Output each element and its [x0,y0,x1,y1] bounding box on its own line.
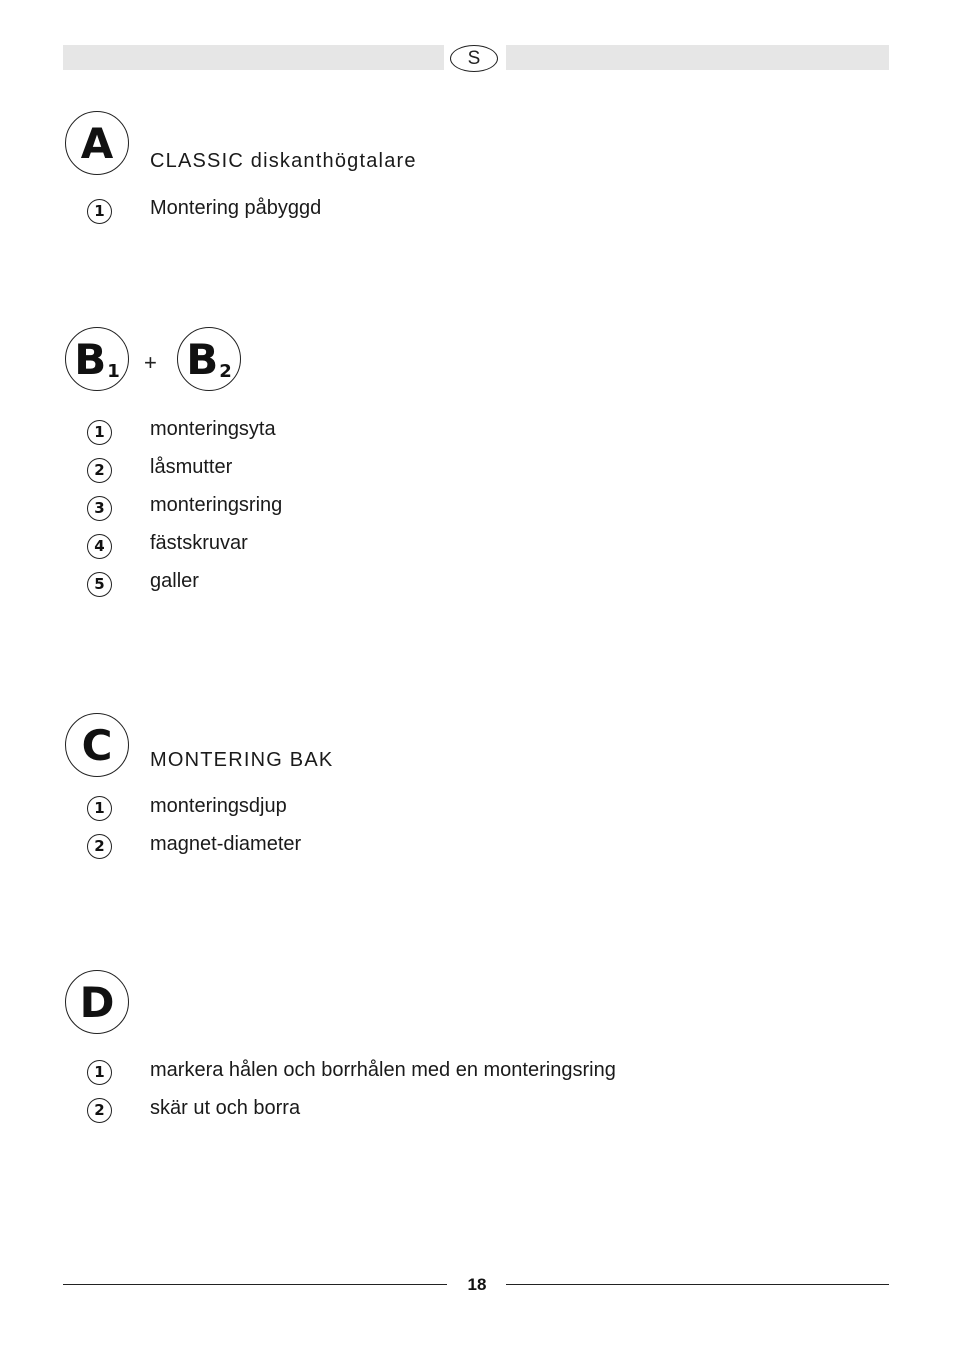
section-c-marker [65,713,129,777]
section-b2-letter: B [186,334,219,384]
section-a-item-1: Montering påbyggd [150,197,322,219]
footer-rule-left [63,1284,447,1285]
section-d-marker [65,970,129,1034]
section-d-letter: D [79,977,115,1027]
language-badge [444,42,506,75]
section-b1-letter: B [74,334,107,384]
section-c-item-1: monteringsdjup [150,795,287,817]
section-b1-subscript: 1 [107,360,120,382]
section-a-letter: A [80,118,114,168]
step-number-badge: 1 [87,420,112,445]
step-number-badge: 1 [87,1060,112,1085]
section-b-item-4: fästskruvar [150,532,248,554]
plus-sign: + [144,350,157,375]
step-number-badge: 2 [87,458,112,483]
step-number-badge: 4 [87,534,112,559]
section-a-marker [65,111,129,175]
section-b2-subscript: 2 [219,360,232,382]
step-number-badge: 2 [87,1098,112,1123]
step-number-badge: 2 [87,834,112,859]
section-c-letter: C [81,720,113,770]
section-c-title: MONTERING BAK [150,749,334,771]
section-c-item-2: magnet-diameter [150,833,302,855]
section-b-item-1: monteringsyta [150,418,276,440]
page-number: 18 [467,1275,487,1294]
footer-rule-right [506,1284,889,1285]
section-a-title: CLASSIC diskanthögtalare [150,150,417,172]
section-b-item-5: galler [150,570,199,592]
section-b1-marker [65,327,129,391]
section-b2-marker [177,327,241,391]
language-code: S [450,45,498,72]
step-number-badge: 1 [87,796,112,821]
step-number-badge: 1 [87,199,112,224]
section-d-item-1: markera hålen och borrhålen med en monteringsring [150,1059,616,1081]
section-d-item-2: skär ut och borra [150,1097,301,1119]
section-b-item-2: låsmutter [150,456,233,478]
step-number-badge: 5 [87,572,112,597]
section-b-item-3: monteringsring [150,494,283,516]
step-number-badge: 3 [87,496,112,521]
